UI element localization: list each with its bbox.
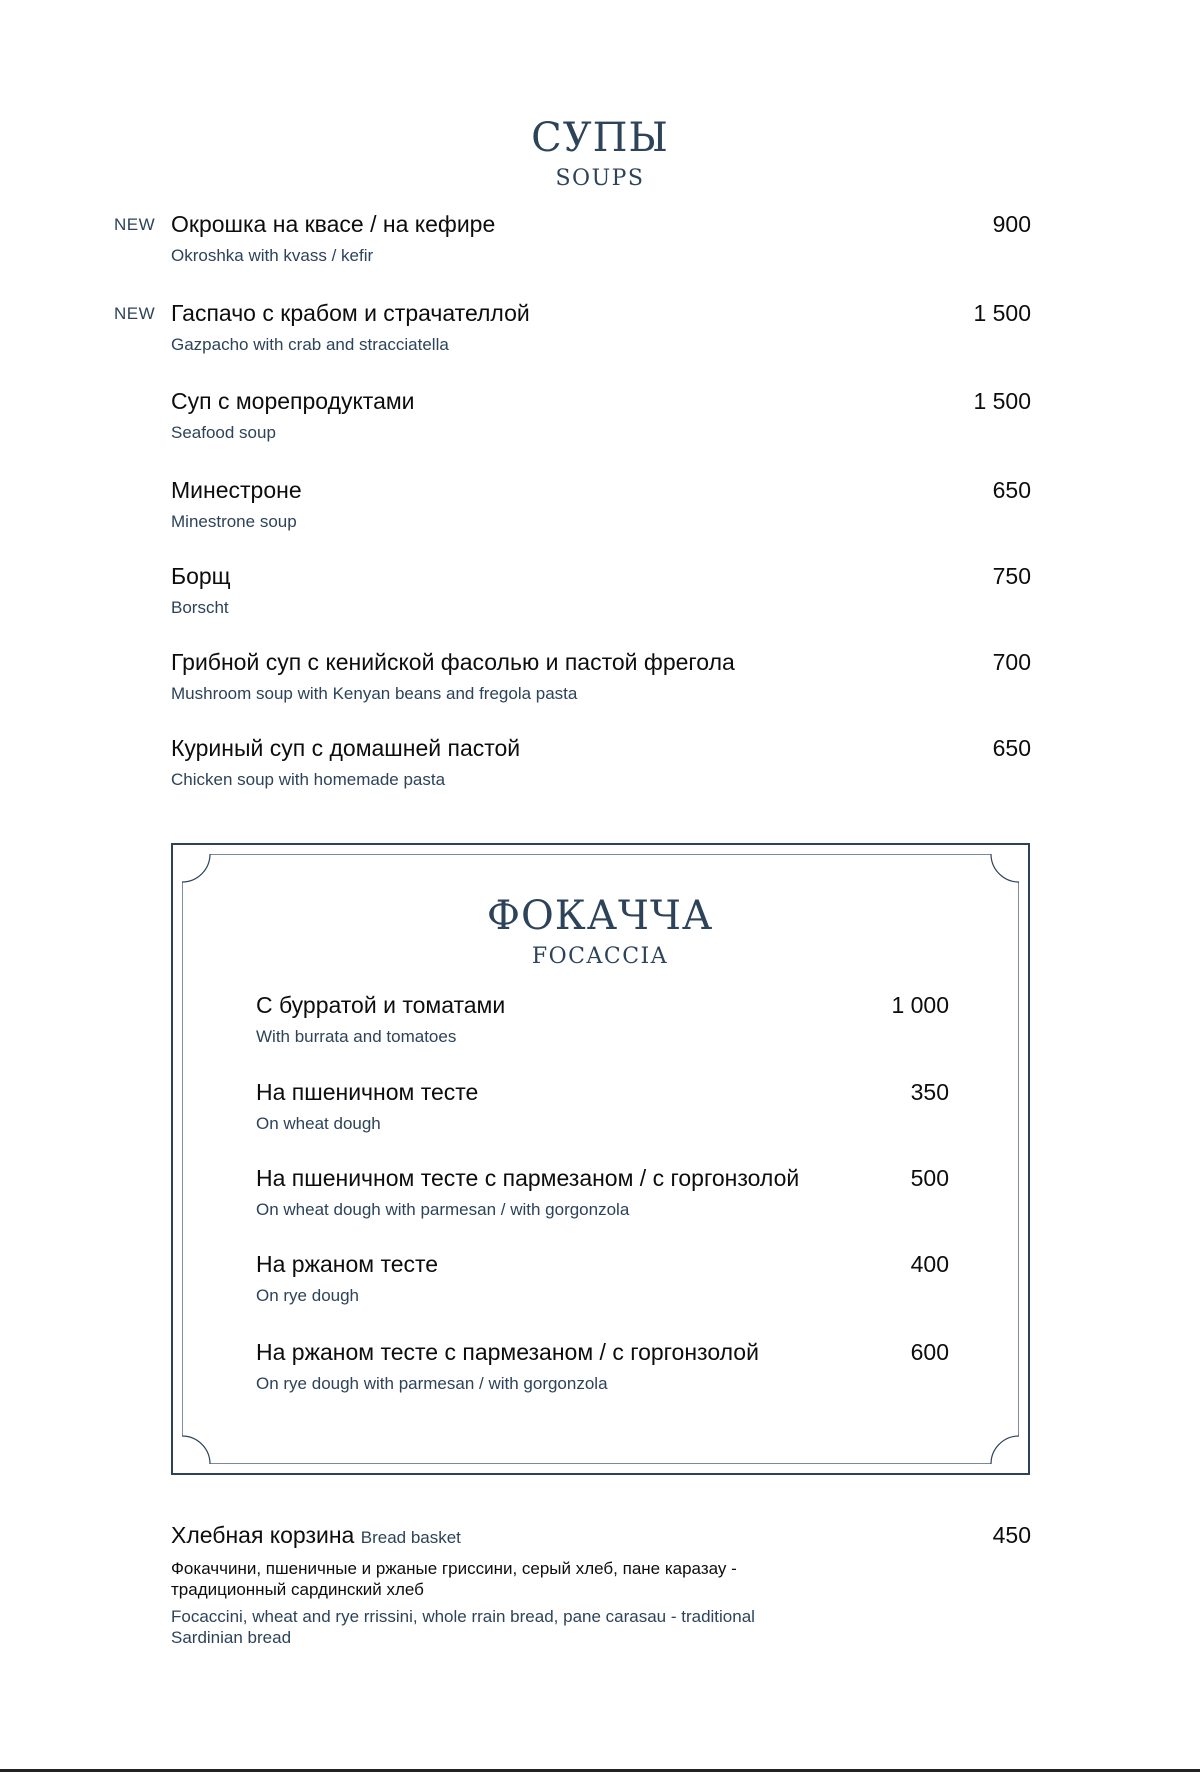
bread-description-ru: Фокаччини, пшеничные и ржаные гриссини, серый хлеб, пане каразау - традиционный сардинский хлеб <box>171 1559 737 1599</box>
item-name-en: On wheat dough with parmesan / with gorgonzola <box>256 1200 630 1219</box>
item-price: 1 500 <box>973 388 1031 414</box>
item-name-en: With burrata and tomatoes <box>256 1027 457 1046</box>
item-name-ru: На пшеничном тесте <box>256 1079 479 1105</box>
item-name-ru: Грибной суп с кенийской фасолью и пастой фрегола <box>171 649 735 675</box>
item-name-en: Chicken soup with homemade pasta <box>171 770 446 789</box>
item-name-ru: Куриный суп с домашней пастой <box>171 735 521 761</box>
item-price: 450 <box>992 1522 1031 1548</box>
item-price: 400 <box>910 1251 949 1277</box>
bread-title <box>171 1522 461 1549</box>
item-name-en: Okroshka with kvass / kefir <box>171 246 374 265</box>
bottom-divider <box>0 1769 1200 1772</box>
item-price: 1 000 <box>891 992 949 1018</box>
item-price: 350 <box>910 1079 949 1105</box>
item-name-en: On wheat dough <box>256 1114 381 1133</box>
item-price: 650 <box>992 735 1031 761</box>
item-name-ru: Гаспачо с крабом и страчателлой <box>171 300 530 326</box>
new-badge: NEW <box>114 215 156 234</box>
item-price: 600 <box>910 1339 949 1365</box>
item-name-en: On rye dough with parmesan / with gorgonzola <box>256 1374 608 1393</box>
bread-description-en: Focaccini, wheat and rye rrissini, whole rrain bread, pane carasau - traditional Sardinian bread <box>171 1607 755 1647</box>
soups-title: СУПЫ <box>531 115 669 161</box>
item-price: 750 <box>992 563 1031 589</box>
item-name-en: On rye dough <box>256 1286 360 1305</box>
item-name-ru: Суп с морепродуктами <box>171 388 415 414</box>
item-name-en: Bread basket <box>360 1528 461 1547</box>
focaccia-subtitle: FOCACCIA <box>531 944 669 969</box>
item-name-en: Seafood soup <box>171 423 276 442</box>
item-name-en: Borscht <box>171 598 229 617</box>
item-name-en: Minestrone soup <box>171 512 297 531</box>
focaccia-title: ФОКАЧЧА <box>486 893 714 939</box>
item-name-ru: Окрошка на квасе / на кефире <box>171 211 496 237</box>
item-name-ru: На ржаном тесте с пармезаном / с горгонзолой <box>256 1339 759 1365</box>
item-price: 500 <box>910 1165 949 1191</box>
item-name-ru: С бурратой и томатами <box>256 992 506 1018</box>
item-name-ru: На пшеничном тесте с пармезаном / с горгонзолой <box>256 1165 800 1191</box>
item-name-en: Mushroom soup with Kenyan beans and fregola pasta <box>171 684 578 703</box>
item-price: 1 500 <box>973 300 1031 326</box>
item-name-ru: Хлебная корзина <box>171 1522 355 1548</box>
item-name-ru: На ржаном тесте <box>256 1251 439 1277</box>
item-price: 700 <box>992 649 1031 675</box>
item-price: 900 <box>992 211 1031 237</box>
item-price: 650 <box>992 477 1031 503</box>
item-name-en: Gazpacho with crab and stracciatella <box>171 335 449 354</box>
item-name-ru: Борщ <box>171 563 231 589</box>
item-name-ru: Минестроне <box>171 477 302 503</box>
soups-subtitle: SOUPS <box>555 166 645 191</box>
new-badge: NEW <box>114 304 156 323</box>
